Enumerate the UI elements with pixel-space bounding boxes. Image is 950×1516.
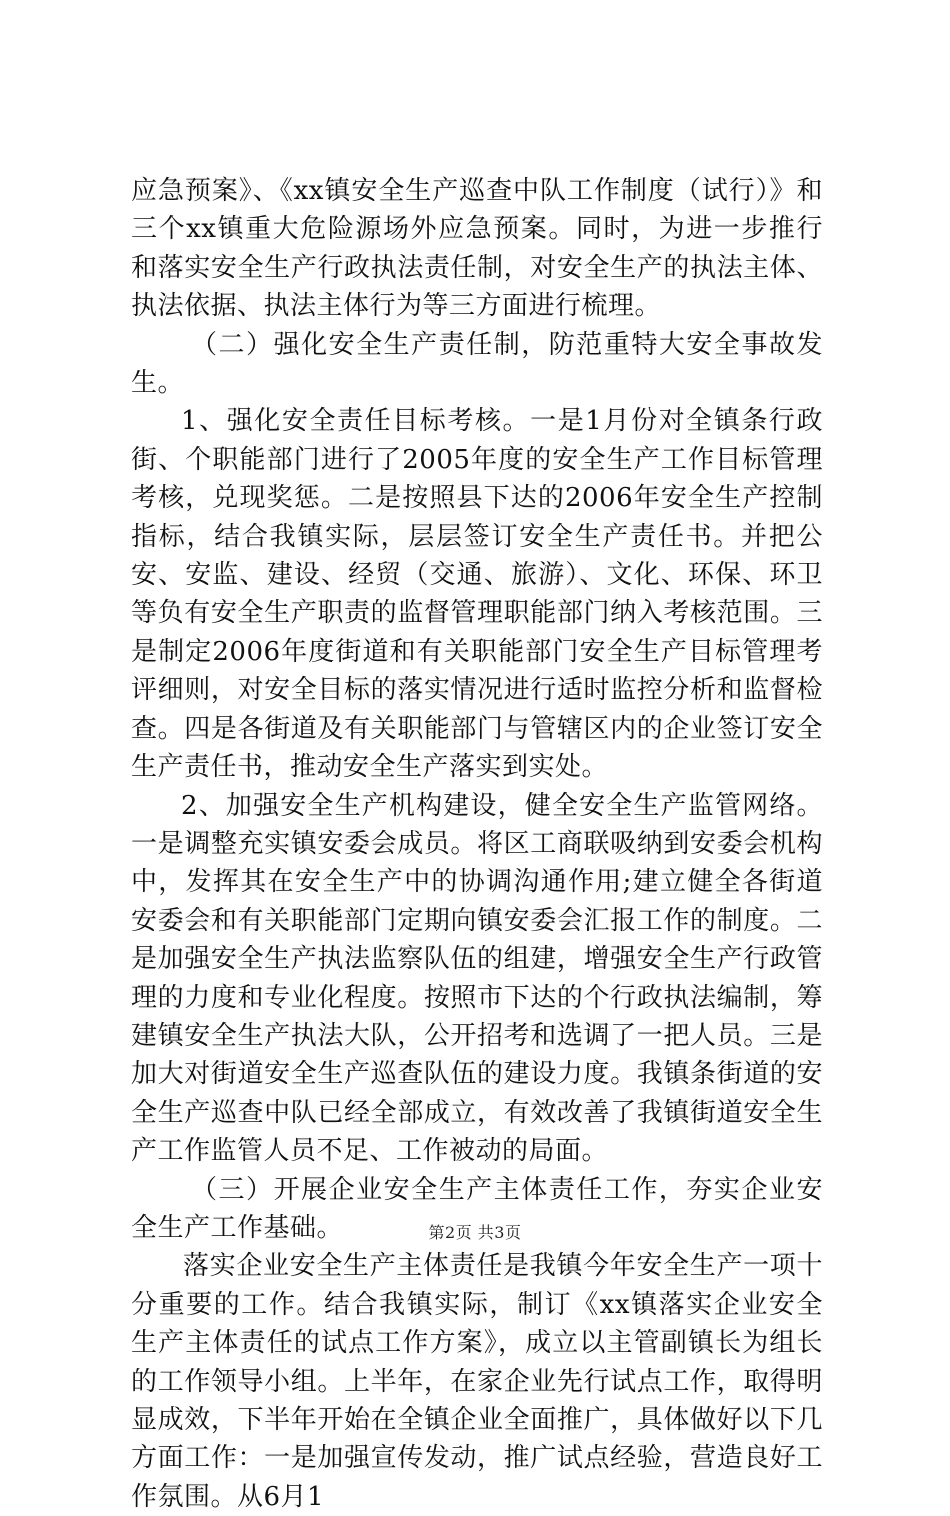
paragraph-section-3: 落实企业安全生产主体责任是我镇今年安全生产一项十分重要的工作。结合我镇实际，制订《xx镇落实企业安全生产主体责任的试点工作方案》，成立以主管副镇长为组长的工作领导小组。上半年，在家企业先行试点工作，取得明显成效，下半年开始在全镇企业全面推广，具体做好以下几方面工作：一是加强宣传发动，推广试点经验，营造良好工作氛围。从6月1 — [131, 1251, 823, 1512]
section-heading-3: （三）开展企业安全生产主体责任工作，夯实企业安全生产工作基础。 — [131, 1174, 823, 1243]
page-footer: 第2页 共3页 — [428, 1223, 522, 1242]
paragraph-item-2: 2、加强安全生产机构建设，健全安全生产监管网络。一是调整充实镇安委会成员。将区工商联吸纳到安委会机构中，发挥其在安全生产中的协调沟通作用;建立健全各街道安委会和有关职能部门定期向镇安委会汇报工作的制度。二是加强安全生产执法监察队伍的组建，增强安全生产行政管理的力度和专业化程度。按照市下达的个行政执法编制，筹建镇安全生产执法大队，公开招考和选调了一把人员。三是加大对街道安全生产巡查队伍的建设力度。我镇条街道的安全生产巡查中队已经全部成立，有效改善了我镇街道安全生产工作监管人员不足、工作被动的局面。 — [131, 790, 823, 1167]
paragraph-continuation: 应急预案》、《xx镇安全生产巡查中队工作制度（试行）》和三个xx镇重大危险源场外应急预案。同时，为进一步推行和落实安全生产行政执法责任制，对安全生产的执法主体、执法依据、执法主体行为等三方面进行梳理。 — [131, 176, 823, 322]
document-body — [131, 172, 823, 1516]
paragraph-item-1: 1、强化安全责任目标考核。一是1月份对全镇条行政街、个职能部门进行了2005年度的安全生产工作目标管理考核，兑现奖惩。二是按照县下达的2006年安全生产控制指标，结合我镇实际，层层签订安全生产责任书。并把公安、安监、建设、经贸（交通、旅游）、文化、环保、环卫等负有安全生产职责的监督管理职能部门纳入考核范围。三是制定2006年度街道和有关职能部门安全生产目标管理考评细则，对安全目标的落实情况进行适时监控分析和监督检查。四是各街道及有关职能部门与管辖区内的企业签订安全生产责任书，推动安全生产落实到实处。 — [131, 406, 823, 783]
section-heading-2: （二）强化安全生产责任制，防范重特大安全事故发生。 — [131, 329, 823, 399]
